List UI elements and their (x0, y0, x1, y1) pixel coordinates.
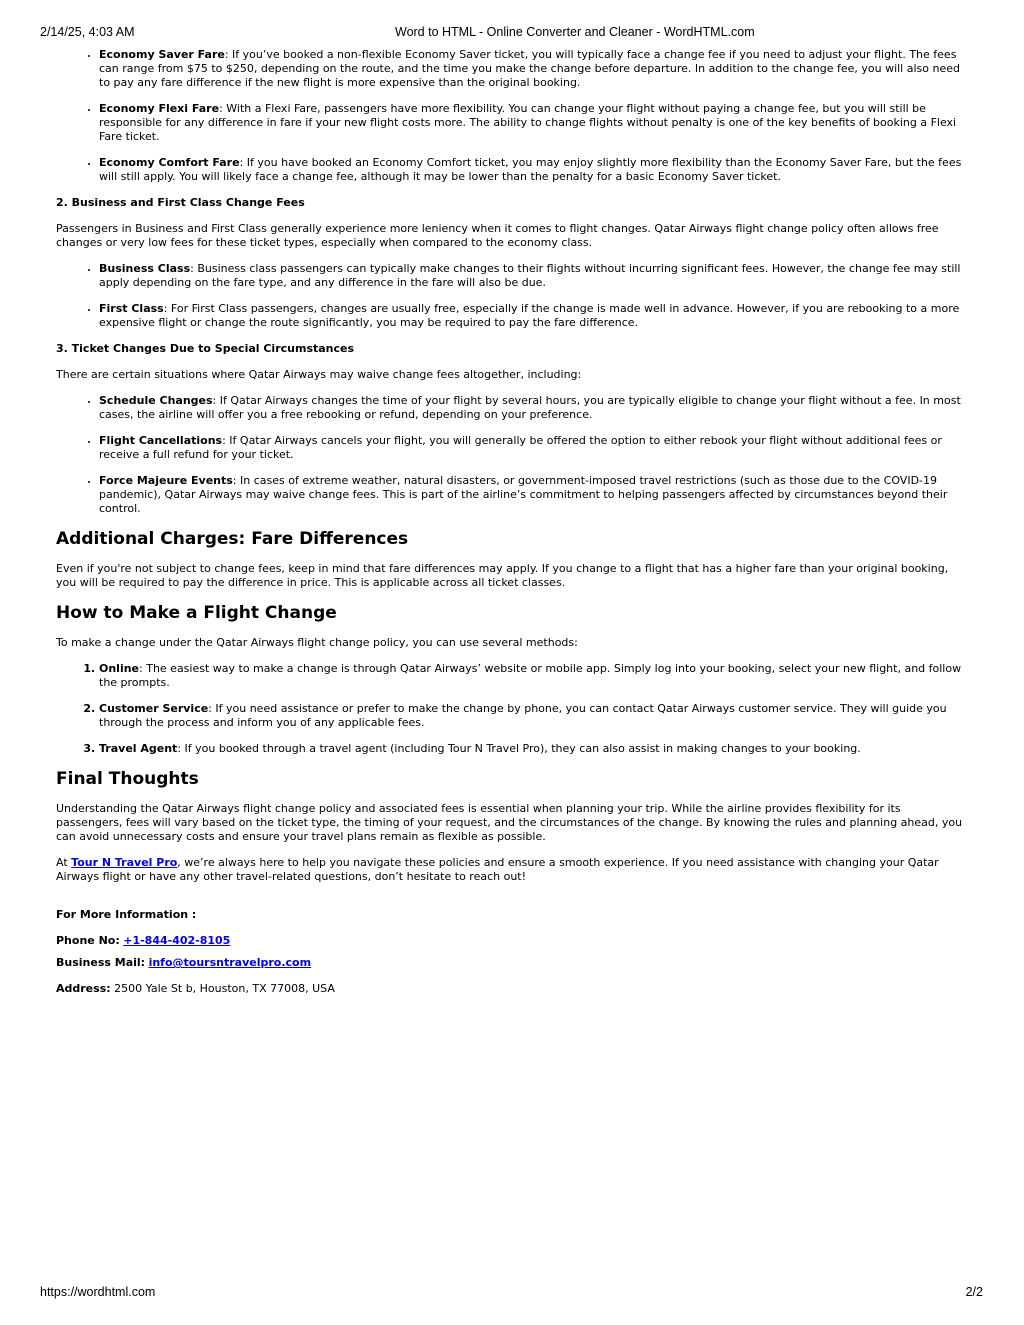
list-item-term: Economy Comfort Fare (99, 156, 240, 169)
list-item-text: : The easiest way to make a change is through Qatar Airways’ website or mobile app. Simply log into your booking, select your new flight, and follow the prompts. (99, 662, 962, 689)
list-item (99, 156, 970, 184)
list-item-text: : In cases of extreme weather, natural disasters, or government-imposed travel restrictions (such as those due to the COVID-19 pandemic), Qatar Airways may waive change fees. This is part of the airline’s commitment to helping passengers affected by circumstances beyond their control. (99, 474, 948, 515)
special-section-intro: There are certain situations where Qatar Airways may waive change fees altogether, including: (56, 368, 582, 381)
print-page-title: Word to HTML - Online Converter and Cleaner - WordHTML.com (395, 25, 755, 39)
address-value: 2500 Yale St b, Houston, TX 77008, USA (114, 982, 335, 995)
cta-prefix: At (56, 856, 72, 869)
list-item-text: : If you need assistance or prefer to make the change by phone, you can contact Qatar Airways customer service. They will guide you through the process and inform you of any applicable fees. (99, 702, 947, 729)
print-header (0, 25, 1024, 41)
list-item-text: : If Qatar Airways changes the time of your flight by several hours, you are typically eligible to change your flight without a fee. In most cases, the airline will offer you a free rebooking or refund, depending on your preference. (99, 394, 961, 421)
list-item (99, 702, 970, 730)
list-item-term: Online (99, 662, 140, 675)
contact-heading: For More Information : (56, 908, 197, 921)
email-link[interactable]: info@toursntravelpro.com (148, 956, 312, 969)
fare-differences-heading: Additional Charges: Fare Differences (56, 529, 409, 549)
contact-mail (56, 956, 970, 970)
list-item-term: Economy Saver Fare (99, 48, 225, 61)
list-item-text: : If you’ve booked a non-flexible Economy Saver ticket, you will typically face a change fee if you need to adjust your flight. The fees can range from $75 to $250, depending on the route, and the time you make the change before departure. In addition to the change fee, you will also need to pay any fare difference if the new flight is more expensive than the original booking. (99, 48, 960, 89)
list-item-term: First Class (99, 302, 164, 315)
list-item-term: Economy Flexi Fare (99, 102, 220, 115)
list-item-term: Travel Agent (99, 742, 178, 755)
contact-address (56, 982, 970, 996)
how-to-heading: How to Make a Flight Change (56, 603, 337, 623)
list-item (99, 474, 970, 516)
list-item (99, 434, 970, 462)
final-thoughts-cta (56, 856, 970, 884)
list-item-text: : For First Class passengers, changes are usually free, especially if the change is made well in advance. However, if you are rebooking to a more expensive flight or change the route significantly, you may be required to pay the fare difference. (99, 302, 960, 329)
business-section-heading: 2. Business and First Class Change Fees (56, 196, 305, 209)
list-item (99, 262, 970, 290)
special-circumstances-list (56, 394, 970, 516)
final-thoughts-text: Understanding the Qatar Airways flight change policy and associated fees is essential when planning your trip. While the airline provides flexibility for its passengers, fees will vary based on the ticket type, the timing of your request, and the circumstances of the change. By knowing the rules and planning ahead, you can avoid unnecessary costs and ensure your travel plans remain as flexible as possible. (56, 802, 963, 843)
list-item-text: : If you have booked an Economy Comfort ticket, you may enjoy slightly more flexibility than the Economy Saver Fare, but the fees will still apply. You will likely face a change fee, although it may be lower than the penalty for a basic Economy Saver ticket. (99, 156, 962, 183)
list-item-text: : If Qatar Airways cancels your flight, you will generally be offered the option to either rebook your flight without additional fees or receive a full refund for your ticket. (99, 434, 942, 461)
print-datetime: 2/14/25, 4:03 AM (40, 25, 135, 39)
print-footer (0, 1285, 1024, 1301)
tour-n-travel-pro-link[interactable]: Tour N Travel Pro (71, 856, 178, 869)
phone-label: Phone No: (56, 934, 120, 947)
phone-link[interactable]: +1-844-402-8105 (123, 934, 231, 947)
mail-label: Business Mail: (56, 956, 146, 969)
business-class-list (56, 262, 970, 330)
contact-phone (56, 934, 970, 948)
list-item-text: : Business class passengers can typically make changes to their flights without incurring significant fees. However, the change fee may still apply depending on the fare type, and any difference in the fare will also be due. (99, 262, 961, 289)
print-url: https://wordhtml.com (40, 1285, 156, 1299)
list-item (99, 742, 970, 756)
cta-suffix: , we’re always here to help you navigate these policies and ensure a smooth experience. If you need assistance with changing your Qatar Airways flight or have any other travel-related questions, don’t hesitate to reach out! (56, 856, 939, 883)
list-item (99, 662, 970, 690)
economy-fare-list (56, 48, 970, 184)
list-item-term: Business Class (99, 262, 191, 275)
final-thoughts-heading: Final Thoughts (56, 769, 199, 789)
list-item (99, 302, 970, 330)
how-to-intro: To make a change under the Qatar Airways flight change policy, you can use several methods: (56, 636, 578, 649)
list-item-term: Customer Service (99, 702, 209, 715)
list-item-term: Schedule Changes (99, 394, 213, 407)
document-body (56, 48, 970, 1008)
business-section-intro: Passengers in Business and First Class generally experience more leniency when it comes to flight changes. Qatar Airways flight change policy often allows free changes or very low fees for these ticket types, especially when compared to the economy class. (56, 222, 939, 249)
address-label: Address: (56, 982, 111, 995)
print-page-number: 2/2 (965, 1285, 983, 1299)
list-item-term: Force Majeure Events (99, 474, 233, 487)
fare-differences-text: Even if you're not subject to change fees, keep in mind that fare differences may apply. If you change to a flight that has a higher fare than your original booking, you will be required to pay the difference in price. This is applicable across all ticket classes. (56, 562, 949, 589)
how-to-list (56, 662, 970, 756)
list-item (99, 102, 970, 144)
list-item-text: : If you booked through a travel agent (including Tour N Travel Pro), they can also assist in making changes to your booking. (177, 742, 861, 755)
list-item (99, 394, 970, 422)
special-section-heading: 3. Ticket Changes Due to Special Circumstances (56, 342, 355, 355)
list-item-term: Flight Cancellations (99, 434, 223, 447)
list-item-text: : With a Flexi Fare, passengers have more flexibility. You can change your flight without paying a change fee, but you will still be responsible for any difference in fare if your new flight costs more. The ability to change flights without penalty is one of the key benefits of booking a Flexi Fare ticket. (99, 102, 957, 143)
list-item (99, 48, 970, 90)
